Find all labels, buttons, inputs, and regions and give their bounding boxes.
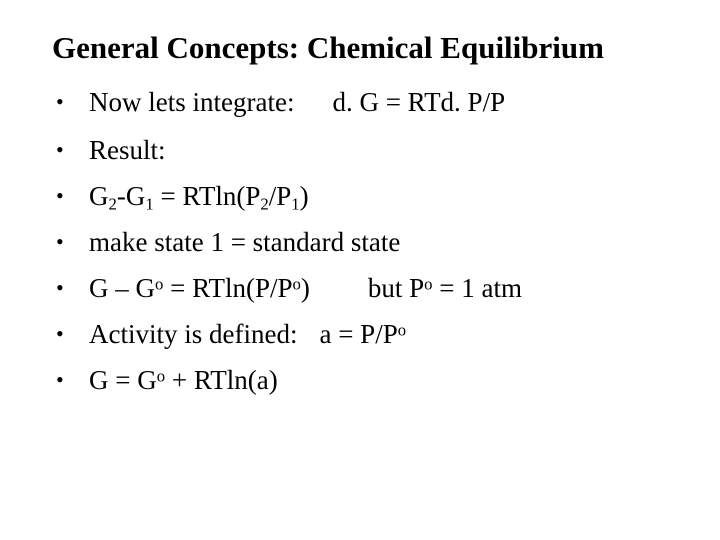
list-item: [0, 360, 720, 400]
list-item: [0, 314, 720, 354]
bullet-text: make state 1 = standard state: [89, 227, 401, 257]
bullet-icon: •: [56, 89, 64, 114]
bullet-text: $G_2-G_1 = RTln(P_2/P_1)$: [89, 181, 309, 214]
bullet-icon: •: [56, 321, 64, 346]
list-item: [0, 222, 720, 262]
slide-title: General Concepts: Chemical Equilibrium: [52, 30, 604, 65]
list-item: [0, 176, 720, 216]
bullet-icon: •: [56, 137, 64, 162]
bullet-text: Result:: [89, 135, 166, 165]
list-item: [0, 268, 720, 308]
bullet-icon: •: [56, 229, 64, 254]
bullet-text: $G = G^o + RTln(a)$: [89, 365, 278, 395]
list-item: [0, 82, 720, 122]
bullet-icon: •: [56, 183, 64, 208]
list-item: [0, 130, 720, 170]
bullet-text: $G - G^o = RTln(P/P^o)$ but $P^o = 1$ atm: [89, 273, 523, 303]
bullet-text: Now lets integrate: d. G = RTd. P/P: [89, 87, 506, 117]
bullet-icon: •: [56, 367, 64, 392]
bullet-text: Activity is defined: $a = P/P^o$: [89, 319, 407, 349]
bullet-icon: •: [56, 275, 64, 300]
